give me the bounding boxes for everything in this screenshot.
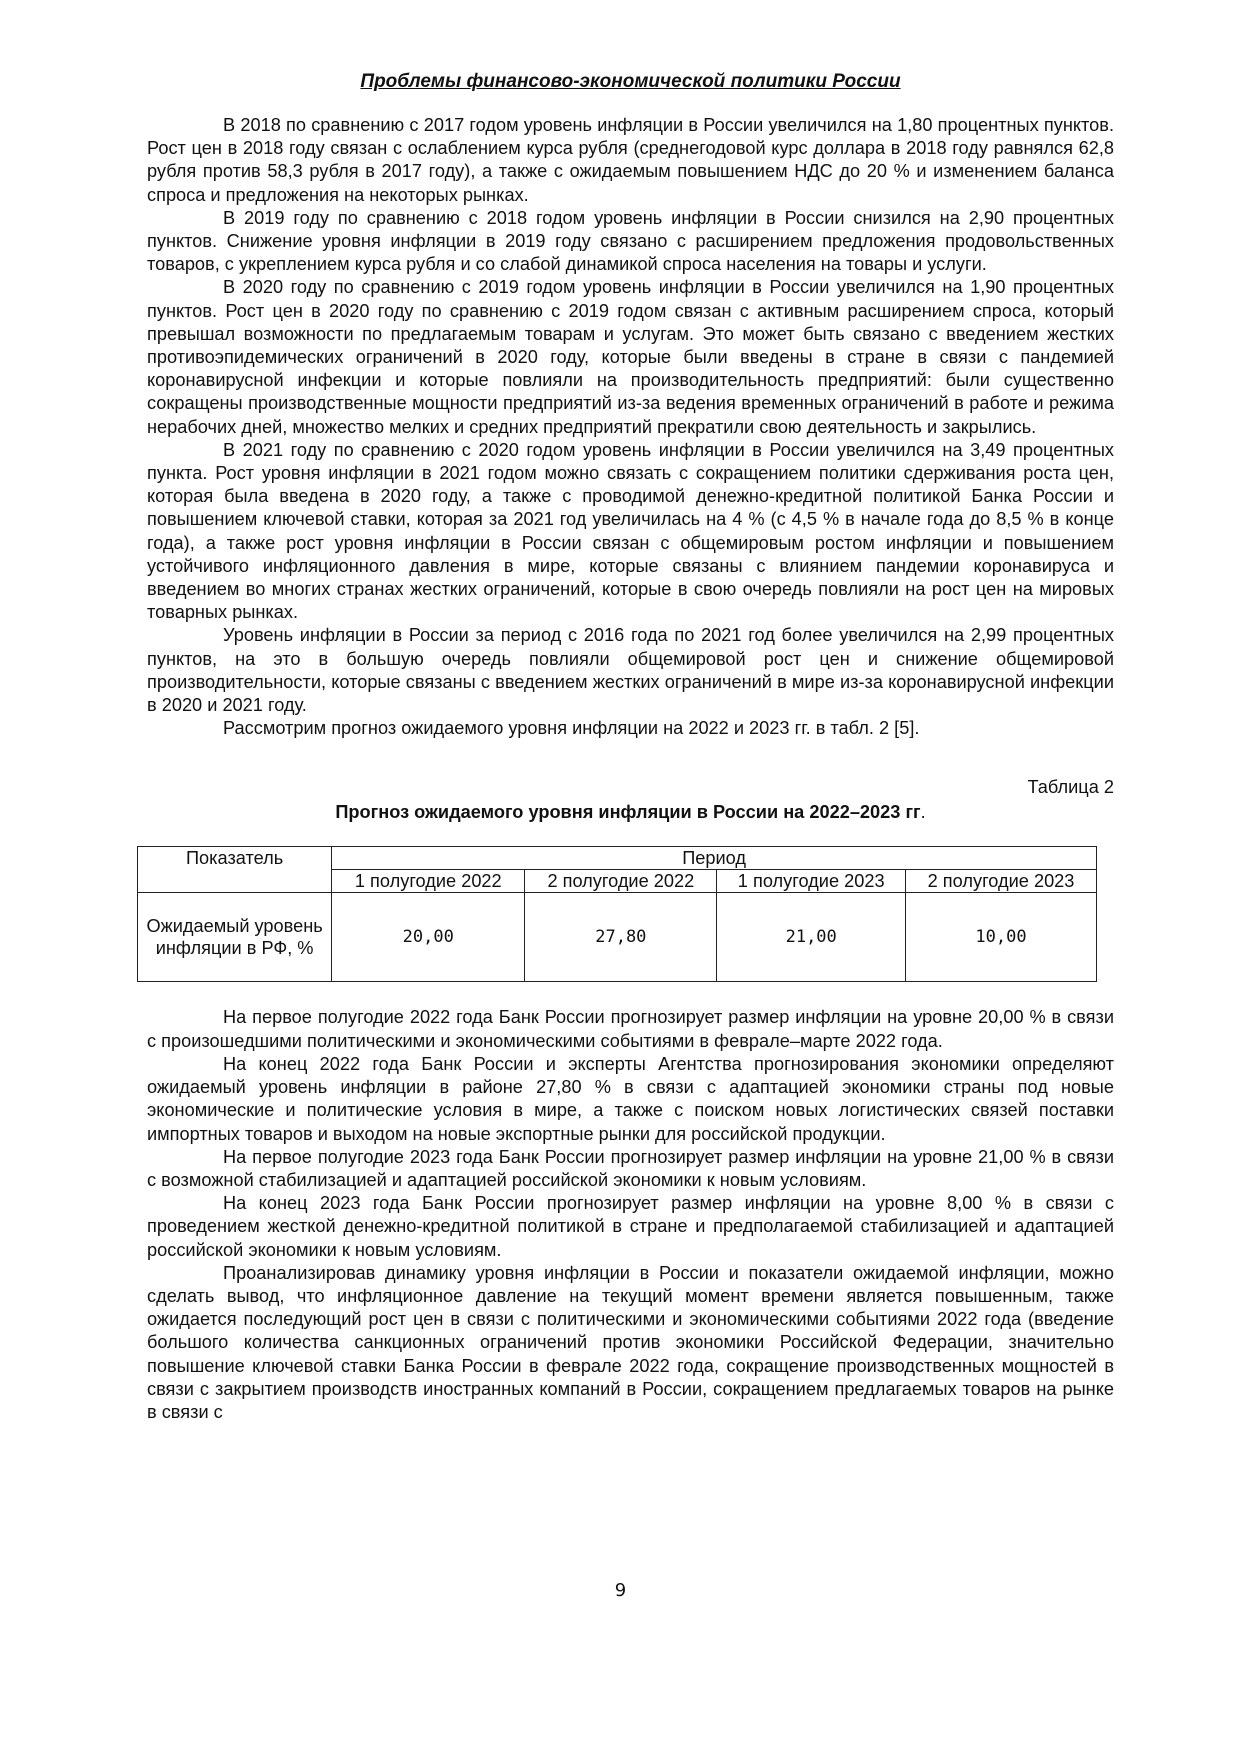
table-header-row — [138, 847, 1097, 870]
table-title — [147, 801, 1114, 824]
table-title-suffix: . — [920, 802, 926, 823]
period-header: Период — [332, 847, 1097, 870]
paragraph: Проанализировав динамику уровня инфляции в России и показатели ожидаемой инфляции, можно сделать вывод, что инфляционное давление на текущий момент времени является повышенным, также ожидается последующий рост цен в связи с политическими и экономическими событиями 2022 года (введение большого количества санкционных ограничений против экономики Российской Федерации, значительно повышение ключевой ставки Банка России в феврале 2022 года, сокращение производственных мощностей в связи с закрытием производств иностранных компаний в России, сокращением предлагаемых товаров на рынке в связи с — [147, 1262, 1114, 1422]
table-cell: 20,00 — [332, 893, 525, 982]
table-row — [138, 893, 1097, 982]
paragraph: В 2020 году по сравнению с 2019 годом уровень инфляции в России увеличился на 1,90 процентных пунктов. Рост цен в 2020 году по сравнению с 2019 годом связан с активным расширением спроса, который превышал возможности по предлагаемым товарам и услугам. Это может быть связано с введением жестких противоэпидемических ограничений в 2020 году, которые были введены в стране в связи с пандемией коронавирусной инфекции и которые повлияли на производительность предприятий: были существенно сокращены производственные мощности предприятий из-за ведения временных ограничений в работе и режима нерабочих дней, множество мелких и средних предприятий прекратили свою деятельность и закрылись. — [147, 277, 1114, 437]
page-body — [147, 70, 1114, 1424]
paragraph: На конец 2023 года Банк России прогнозирует размер инфляции на уровне 8,00 % в связи с проведением жесткой денежно-кредитной политикой в стране и предполагаемой стабилизацией и адаптацией российской экономики к новым условиям. — [147, 1193, 1114, 1260]
table-cell: 21,00 — [717, 893, 906, 982]
paragraph: В 2019 году по сравнению с 2018 годом уровень инфляции в России снизился на 2,90 процентных пунктов. Снижение уровня инфляции в 2019 году связано с расширением предложения продовольственных товаров, с укреплением курса рубля и со слабой динамикой спроса населения на товары и услуги. — [147, 207, 1114, 275]
paragraphs-before-table — [147, 114, 1114, 740]
paragraph: На конец 2022 года Банк России и эксперты Агентства прогнозирования экономики определяют ожидаемый уровень инфляции в районе 27,80 % в связи с адаптацией экономики страны под новые экономические и политические условия в мире, а также с поиском новых логистических связей поставки импортных товаров и выходом на новые экспортные рынки для российской продукции. — [147, 1053, 1114, 1144]
paragraph: В 2018 по сравнению с 2017 годом уровень инфляции в России увеличился на 1,80 процентных пунктов. Рост цен в 2018 году связан с ослаблением курса рубля (среднегодовой курс доллара в 2018 году равнялся 62,8 рубля против 58,3 рубля в 2017 году), а также с ожидаемым повышением НДС до 20 % и изменением баланса спроса и предложения на некоторых рынках. — [147, 115, 1114, 205]
page-number: 9 — [614, 1580, 627, 1601]
column-header: 1 полугодие 2023 — [717, 870, 906, 893]
indicator-header: Показатель — [138, 847, 332, 893]
column-header: 2 полугодие 2022 — [525, 870, 717, 893]
column-header: 1 полугодие 2022 — [332, 870, 525, 893]
table-cell: 10,00 — [906, 893, 1097, 982]
column-header: 2 полугодие 2023 — [906, 870, 1097, 893]
paragraphs-after-table — [147, 1006, 1114, 1424]
row-label: Ожидаемый уровень инфляции в РФ, % — [138, 893, 332, 982]
table-title-text: Прогноз ожидаемого уровня инфляции в России на 2022–2023 гг — [335, 802, 921, 823]
running-header: Проблемы финансово-экономической политики России — [360, 71, 901, 92]
paragraph: Уровень инфляции в России за период с 2016 года по 2021 год более увеличился на 2,99 процентных пунктов, на это в большую очередь повлияли общемировой рост цен и снижение общемировой производительности, которые связаны с введением жестких ограничений в мире из-за коронавирусной инфекции в 2020 и 2021 году. — [147, 625, 1114, 716]
table-label: Таблица 2 — [1027, 777, 1114, 798]
paragraph: На первое полугодие 2023 года Банк России прогнозирует размер инфляции на уровне 21,00 % в связи с возможной стабилизацией и адаптацией российской экономики к новым условиям. — [147, 1146, 1114, 1190]
paragraph: Рассмотрим прогноз ожидаемого уровня инфляции на 2022 и 2023 гг. в табл. 2 [5]. — [223, 718, 920, 739]
paragraph: На первое полугодие 2022 года Банк России прогнозирует размер инфляции на уровне 20,00 % в связи с произошедшими политическими и экономическими событиями в феврале–марте 2022 года. — [147, 1007, 1114, 1051]
table-cell: 27,80 — [525, 893, 717, 982]
inflation-forecast-table — [137, 846, 1097, 982]
paragraph: В 2021 году по сравнению с 2020 годом уровень инфляции в России увеличился на 3,49 процентных пункта. Рост уровня инфляции в 2021 годом можно связать с сокращением политики сдерживания роста цен, которая была введена в 2020 году, а также с проводимой денежно-кредитной политикой Банка России и повышением ключевой ставки, которая за 2021 год увеличилась на 4 % (с 4,5 % в начале года до 8,5 % в конце года), а также рост уровня инфляции в России связан с общемировым ростом инфляции и повышением устойчивого инфляционного давления в мире, которые связаны с влиянием пандемии коронавируса и введением во многих странах жестких ограничений, которые в свою очередь повлияли на рост цен на мировых товарных рынках. — [147, 439, 1114, 623]
